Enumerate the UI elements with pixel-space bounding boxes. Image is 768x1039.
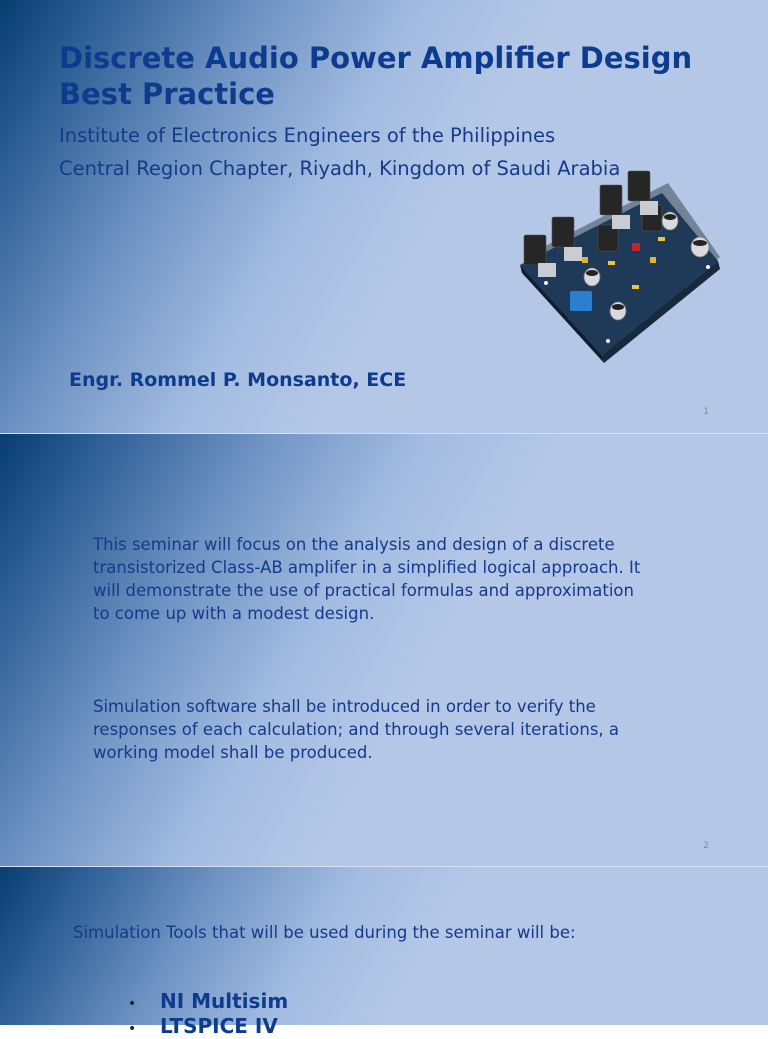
- simulation-description: Simulation software shall be introduced in order to verify the responses of each calculation; and through several iterations, a working model shall be produced.: [93, 697, 620, 762]
- bullet-icon: •: [128, 1021, 137, 1037]
- list-item: [128, 1014, 288, 1039]
- amplifier-board-image: [512, 165, 724, 383]
- organization-name: Institute of Electronics Engineers of the Philippines: [59, 124, 556, 147]
- slide-2: [0, 433, 768, 867]
- page-number: 1: [703, 407, 709, 417]
- tool-name: NI Multisim: [160, 989, 289, 1013]
- list-item: [128, 989, 288, 1014]
- tools-list: [128, 989, 288, 1039]
- author-name: Engr. Rommel P. Monsanto, ECE: [69, 369, 407, 391]
- tool-name: LTSPICE IV: [160, 1014, 278, 1038]
- slide-3: [0, 866, 768, 1038]
- tools-intro: Simulation Tools that will be used during the seminar will be:: [73, 923, 576, 942]
- bullet-icon: •: [128, 996, 137, 1012]
- seminar-description: This seminar will focus on the analysis and design of a discrete transistorized Class-AB amplifer in a simplified logical approach. It will demonstrate the use of practical formulas and approximation to come up with a modest design.: [93, 535, 641, 623]
- slide-1: [0, 0, 768, 433]
- slide-title: Discrete Audio Power Amplifier Design Best Practice: [59, 41, 693, 111]
- chapter-location: Central Region Chapter, Riyadh, Kingdom of Saudi Arabia: [59, 157, 621, 180]
- page-number: 2: [703, 841, 709, 851]
